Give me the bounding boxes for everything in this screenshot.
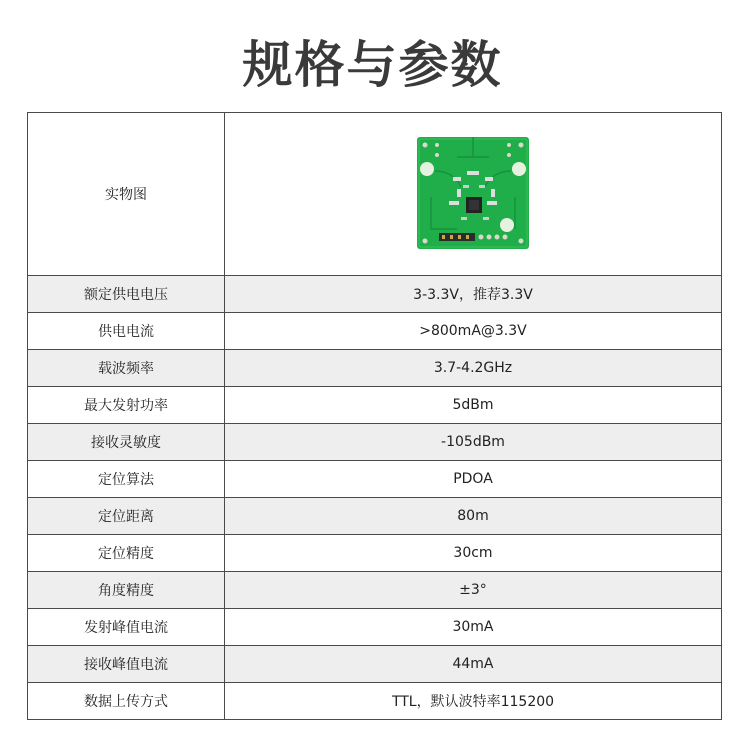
table-row [28, 535, 722, 572]
table-row [28, 424, 722, 461]
row-label: 角度精度 [28, 572, 225, 609]
row-value: PDOA [225, 461, 722, 498]
row-label: 发射峰值电流 [28, 609, 225, 646]
row-value: 3.7-4.2GHz [225, 350, 722, 387]
table-row [28, 461, 722, 498]
table-row [28, 683, 722, 720]
row-label: 载波频率 [28, 350, 225, 387]
table-row [28, 572, 722, 609]
row-value: ±3° [225, 572, 722, 609]
table-row [28, 387, 722, 424]
table-row [28, 646, 722, 683]
row-value: 80m [225, 498, 722, 535]
row-label: 数据上传方式 [28, 683, 225, 720]
table-row [28, 609, 722, 646]
table-row [28, 313, 722, 350]
row-label: 定位算法 [28, 461, 225, 498]
row-label: 额定供电电压 [28, 276, 225, 313]
page-title: 规格与参数 [242, 36, 503, 94]
table-row [28, 350, 722, 387]
row-label: 定位距离 [28, 498, 225, 535]
row-label: 接收灵敏度 [28, 424, 225, 461]
row-value: 30mA [225, 609, 722, 646]
row-value: >800mA@3.3V [225, 313, 722, 350]
row-label: 接收峰值电流 [28, 646, 225, 683]
product-image-cell [225, 113, 722, 276]
row-value: 5dBm [225, 387, 722, 424]
table-row [28, 498, 722, 535]
row-label: 定位精度 [28, 535, 225, 572]
image-row-label: 实物图 [28, 113, 225, 276]
pcb-board-image [417, 137, 529, 249]
row-value: -105dBm [225, 424, 722, 461]
row-value: TTL，默认波特率115200 [225, 683, 722, 720]
image-row [28, 113, 722, 276]
row-value: 44mA [225, 646, 722, 683]
row-value: 30cm [225, 535, 722, 572]
row-label: 供电电流 [28, 313, 225, 350]
row-label: 最大发射功率 [28, 387, 225, 424]
row-value: 3-3.3V，推荐3.3V [225, 276, 722, 313]
table-row [28, 276, 722, 313]
spec-table [27, 112, 722, 720]
